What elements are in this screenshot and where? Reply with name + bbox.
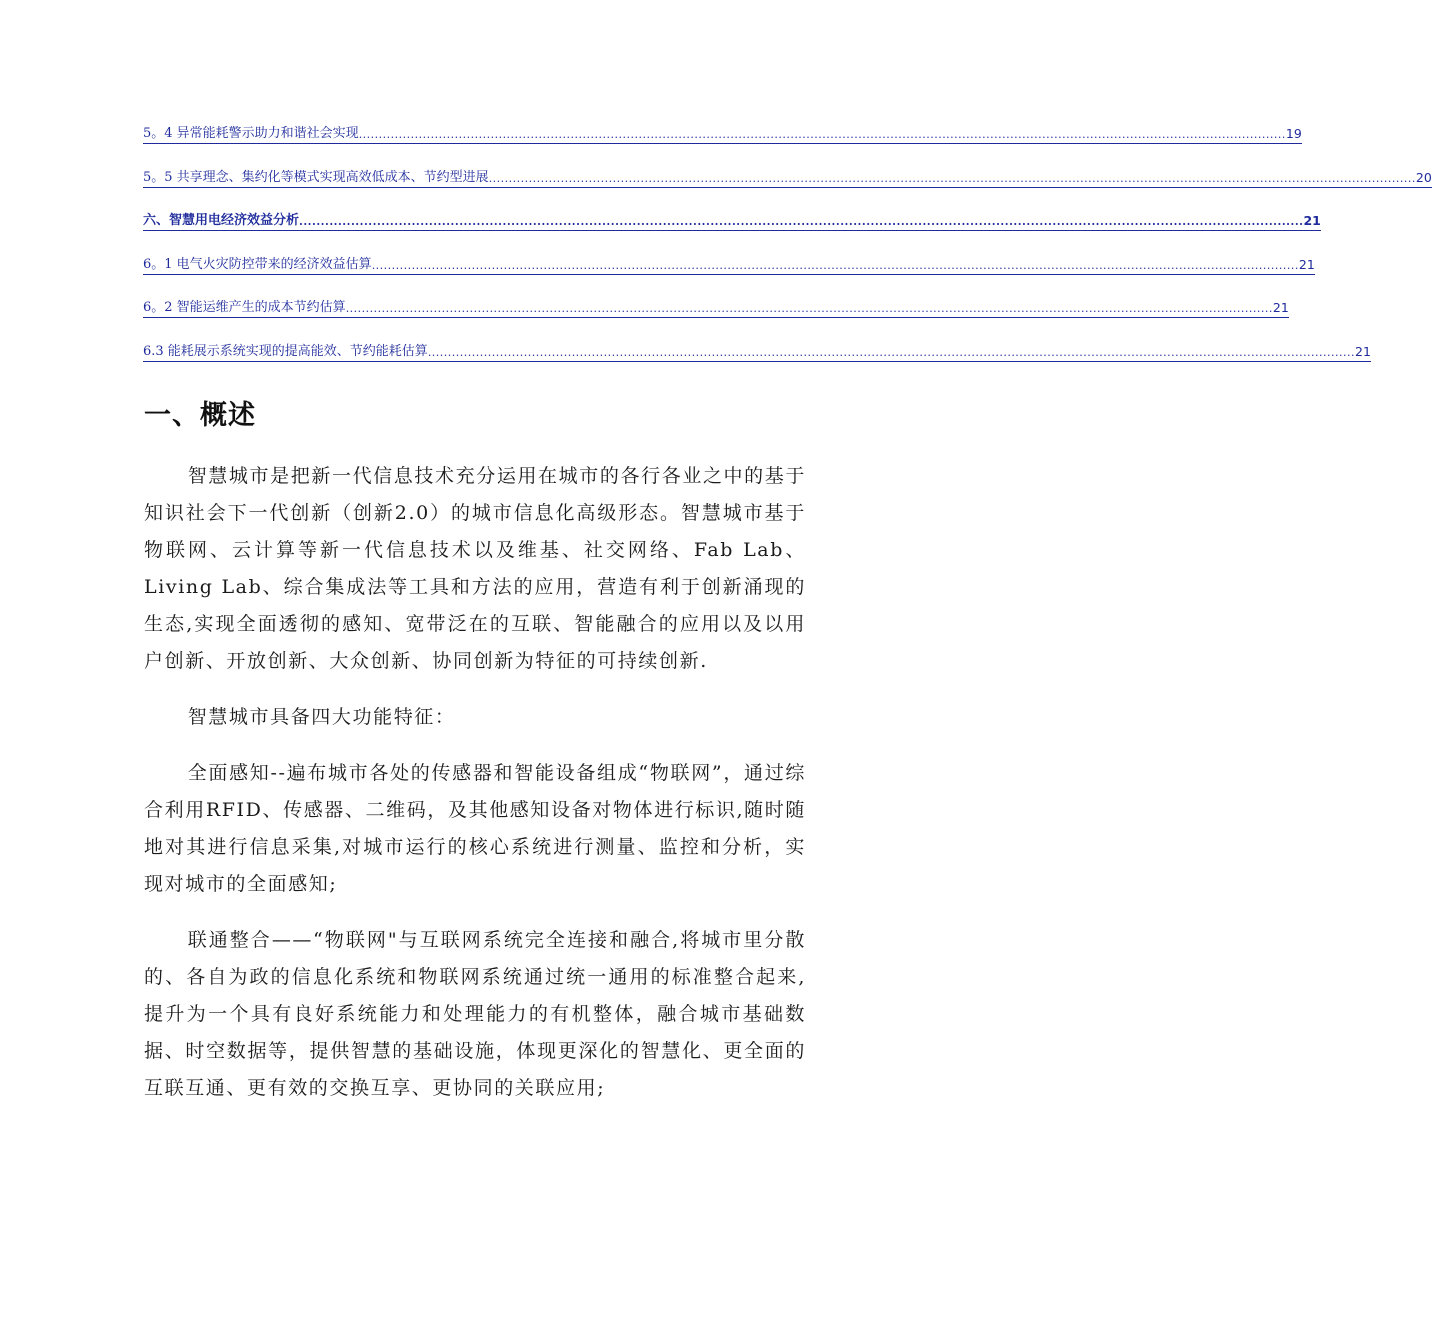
toc-entry-title: 六、智慧用电经济效益分析 — [143, 212, 299, 231]
toc-leader-dots: ........................................................................................................................................................................................................................................ — [489, 170, 1416, 188]
paragraph-intro: 智慧城市是把新一代信息技术充分运用在城市的各行各业之中的基于知识社会下一代创新（创新2.0）的城市信息化高级形态。智慧城市基于物联网、云计算等新一代信息技术以及维基、社交网络、Fab Lab、Living Lab、综合集成法等工具和方法的应用，营造有利于创新涌现的生态,实现全面透彻的感知、宽带泛在的互联、智能融合的应用以及以用户创新、开放创新、大众创新、协同创新为特征的可持续创新. — [144, 465, 806, 672]
toc-page-number: 21 — [1303, 212, 1320, 231]
toc-page-number: 20 — [1416, 169, 1432, 188]
toc-entry[interactable] — [143, 144, 1432, 188]
paragraph-features-intro: 智慧城市具备四大功能特征： — [187, 706, 456, 728]
toc-entry[interactable] — [143, 126, 1302, 144]
toc-entry[interactable] — [143, 318, 1371, 362]
toc-entry-title: 5。4 异常能耗警示助力和谐社会实现 — [143, 125, 359, 144]
section-heading: 一、概述 — [144, 400, 256, 431]
toc-page-number: 21 — [1355, 343, 1371, 362]
toc-leader-dots: ........................................................................................................................................................................................................................................ — [299, 213, 1303, 231]
toc-entry-title: 6.3 能耗展示系统实现的提高能效、节约能耗估算 — [143, 343, 428, 362]
toc-entry[interactable] — [143, 188, 1321, 232]
toc-entry[interactable] — [143, 275, 1289, 319]
toc-page-number: 21 — [1299, 256, 1315, 275]
toc-entry-title: 6。1 电气火灾防控带来的经济效益估算 — [143, 256, 372, 275]
paragraph-full-perception: 全面感知--遍布城市各处的传感器和智能设备组成“物联网”，通过综合利用RFID、传感器、二维码，及其他感知设备对物体进行标识,随时随地对其进行信息采集,对城市运行的核心系统进行测量、监控和分析，实现对城市的全面感知; — [144, 762, 806, 895]
toc-entry-title: 5。5 共享理念、集约化等模式实现高效低成本、节约型进展 — [143, 169, 489, 188]
toc-leader-dots: ........................................................................................................................................................................................................................................ — [346, 300, 1273, 318]
body-text — [144, 458, 806, 1126]
toc-page-number: 19 — [1286, 125, 1302, 144]
toc-leader-dots: ........................................................................................................................................................................................................................................ — [428, 344, 1355, 362]
toc-entry[interactable] — [143, 231, 1315, 275]
table-of-contents — [143, 126, 1432, 362]
toc-leader-dots: ........................................................................................................................................................................................................................................ — [372, 257, 1299, 275]
toc-leader-dots: ........................................................................................................................................................................................................................................ — [359, 126, 1286, 144]
paragraph-connectivity: 联通整合——“物联网"与互联网系统完全连接和融合,将城市里分散的、各自为政的信息化系统和物联网系统通过统一通用的标准整合起来,提升为一个具有良好系统能力和处理能力的有机整体，融合城市基础数据、时空数据等，提供智慧的基础设施，体现更深化的智慧化、更全面的互联互通、更有效的交换互享、更协同的关联应用; — [144, 929, 806, 1099]
toc-page-number: 21 — [1273, 299, 1289, 318]
toc-entry-title: 6。2 智能运维产生的成本节约估算 — [143, 299, 346, 318]
